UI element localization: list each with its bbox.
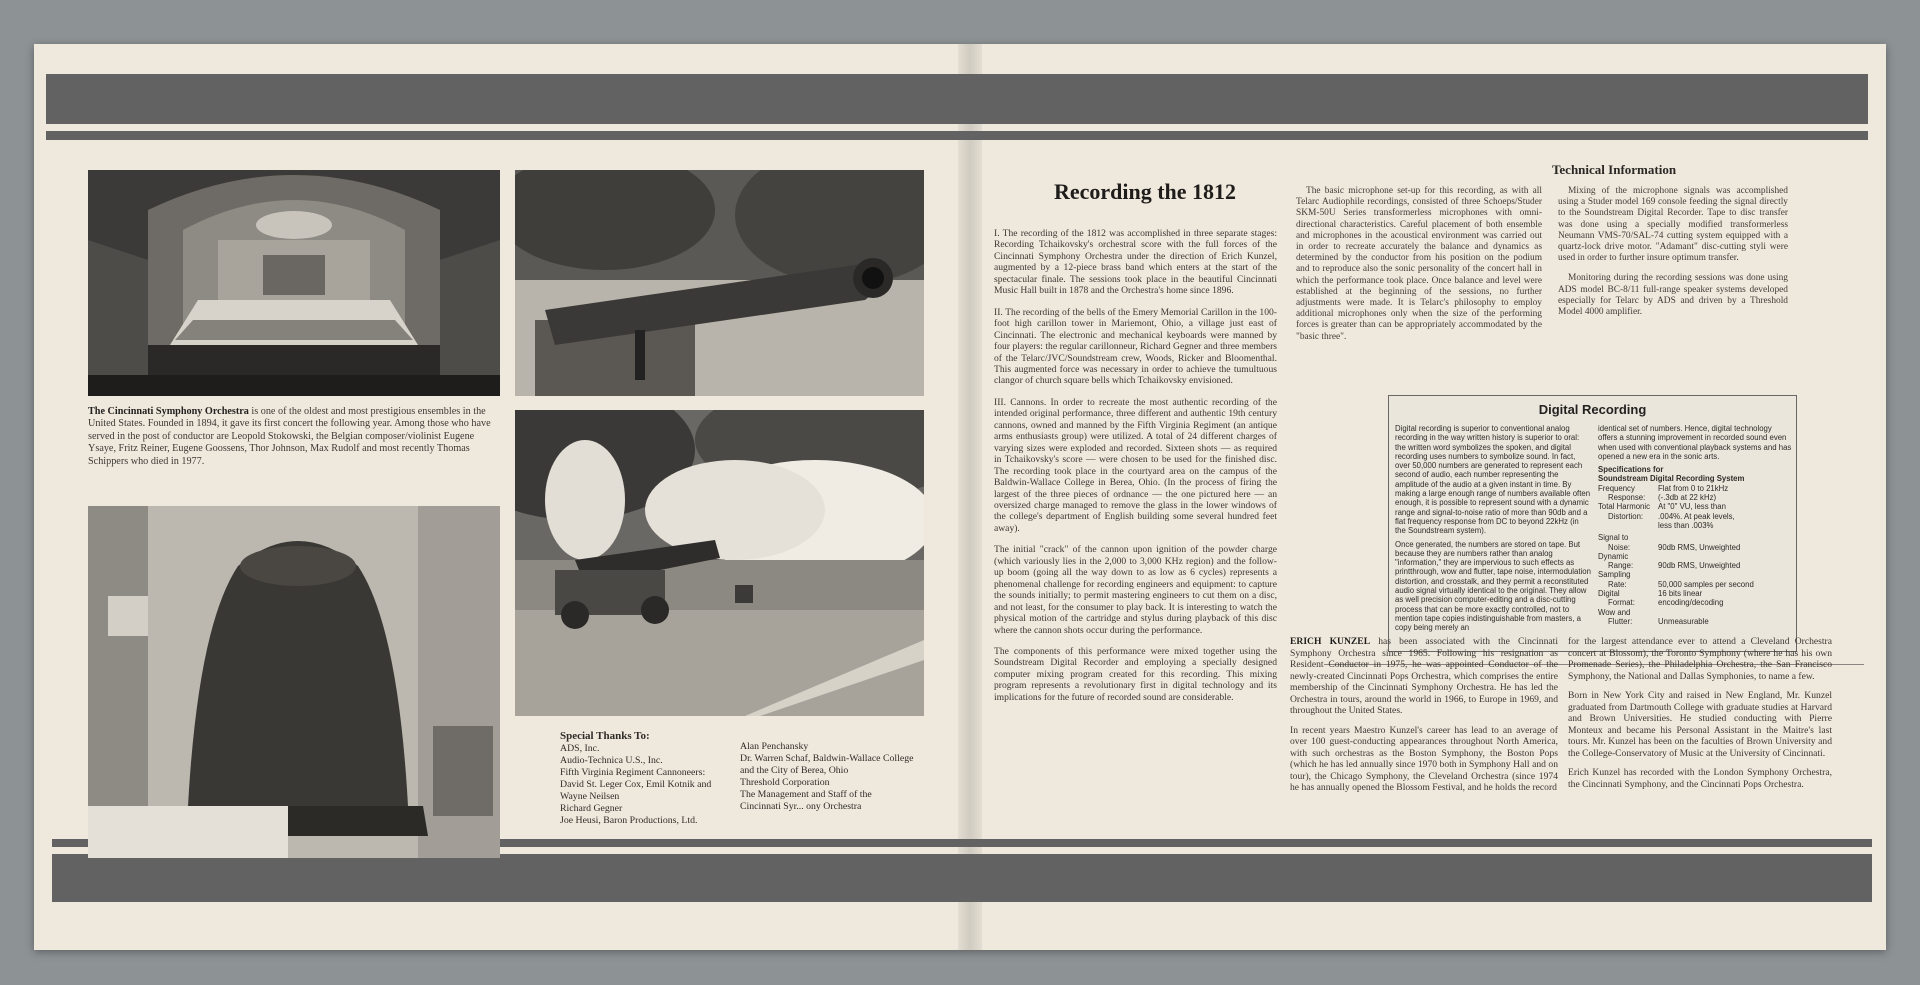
- special-thanks-col2: [740, 741, 960, 813]
- technical-left-column: [1296, 186, 1542, 352]
- technical-paragraph: Mixing of the microphone signals was accomplished using a Studer model 169 console feeding the signal directly to the Soundstream Digital Recorder. Tape to disc transfer was done using a specially modified transformerless Neumann VMS-70/SAL-74 cutting system equipped with a quartz-lock drive motor. "Adamant" disc-cutting styli were used in order to further insure optimum transfer.: [1558, 186, 1788, 264]
- spec-value: less than .003%: [1658, 520, 1714, 530]
- spec-key: Signal to: [1598, 533, 1629, 543]
- spec-row: [1598, 580, 1793, 589]
- bio-paragraph: for the largest attendance ever to attend a Cleveland Orchestra concert at Blossom), the Toronto Symphony (where he has his own Promenade Series), the Philadelphia Orchestra, the San Francisco Symphony, the National and Dallas Symphonies, to name a few.: [1568, 636, 1832, 682]
- spec-key: Dynamic: [1598, 551, 1629, 561]
- spec-key: Distortion:: [1608, 511, 1644, 521]
- digital-title: Digital Recording: [1538, 402, 1647, 417]
- spec-row: [1598, 608, 1793, 617]
- digital-paragraph: Digital recording is superior to conventional analog recording in the way written history is superior to oral: the written word symbolizes the spoken, and digital recording uses numbers to symbolize sound. In fact, over 50,000 numbers are generated to represent each second of audio, each number representing the amplitude of the audio at a given instant in time. By making a large enough range of numbers available often enough, it is possible to represent sound with a dynamic range and signal-to-noise ratio of more than 90db and a flat frequency response from DC to beyond 22kHz (in the Soundstream system).: [1395, 424, 1591, 536]
- recording-paragraph-1: I. The recording of the 1812 was accomplished in three separate stages: Recording Tchaikovsky's orchestral score with the full forces of the Cincinnati Symphony Orchestra under the direction of Erich Kunzel, augmented by a 12-piece brass band which enters at the start of the spectacular finale. The sessions took place in the beautiful Cincinnati Music Hall built in 1878 and the Orchestra's home since 1896.: [994, 228, 1277, 297]
- bio-lead: ERICH KUNZEL: [1290, 636, 1371, 647]
- digital-recording-box: [1388, 395, 1797, 652]
- album-gatefold: [34, 44, 1886, 950]
- spec-key: Sampling: [1598, 570, 1631, 580]
- bio-right-column: [1568, 636, 1832, 798]
- spec-value: 50,000 samples per second: [1658, 579, 1754, 589]
- spec-key: [1598, 521, 1658, 530]
- bio-paragraph: [1290, 636, 1558, 717]
- thanks-line: Fifth Virginia Regiment Cannoneers:: [560, 767, 706, 778]
- thanks-line: Alan Penchansky: [740, 741, 809, 752]
- thanks-line: Richard Gegner: [560, 803, 623, 814]
- digital-paragraph: Once generated, the numbers are stored on tape. But because they are numbers rather than analog "information," they are impervious to such effects as printthrough, wow and flutter, tape noise, intermodulation distortion, and crosstalk, and they permit a reconstituted audio signal virtually identical to the original. They allow as well precision computer-editing and a disc-cutting process that can be more exactly controlled, not to mention tape copies indistinguishable from masters, a copy being merely an: [1395, 539, 1591, 633]
- bio-paragraph: Born in New York City and raised in New England, Mr. Kunzel graduated from Dartmouth College with graduate studies at Harvard and Brown Universities. He studied conducting with Pierre Monteux and became his Personal Assistant in the Maitre's last tours. Mr. Kunzel has been on the faculties of Brown University and the College-Conservatory of Music at the University of Cincinnati.: [1568, 690, 1832, 759]
- cannon-closeup-photo: [515, 170, 924, 396]
- bio-paragraph: Erich Kunzel has recorded with the London Symphony Orchestra, the Cincinnati Symphony, and the Cincinnati Pops Orchestra.: [1568, 767, 1832, 790]
- spec-row: [1598, 484, 1793, 493]
- spec-row: [1598, 543, 1793, 552]
- digital-paragraph: identical set of numbers. Hence, digital technology offers a stunning improvement in recorded sound even when used with conventional playback systems and has opened a new era in the sonic arts.: [1598, 424, 1792, 461]
- spec-value: Flat from 0 to 21kHz: [1658, 483, 1729, 493]
- bottom-band-thick: [52, 854, 1872, 902]
- cannon-firing-photo: [515, 410, 924, 716]
- spec-key: Response:: [1608, 493, 1646, 503]
- top-band-thin: [46, 131, 1868, 140]
- thanks-line: Wayne Neilsen: [560, 791, 620, 802]
- spec-value: encoding/decoding: [1658, 598, 1724, 608]
- spec-row: [1598, 570, 1793, 579]
- spec-row: [1598, 589, 1793, 598]
- caption-text: is one of the oldest and most prestigious ensembles in the United States. Founded in 1894, it gave its first concert the following year. Among those who have served in the post of conductor are Leopold Stokowski, the Belgian composer/violinist Eugene Ysaye, Fritz Reiner, Eugene Goossens, Thor Johnson, Max Rudolf and most recently Thomas Schippers who died in 1977.: [88, 406, 491, 467]
- thanks-line: Audio-Technica U.S., Inc.: [560, 755, 663, 766]
- technical-paragraph: Monitoring during the recording sessions was done using ADS model BC-8/11 full-range speaker systems developed especially for Telarc by ADS and driven by a Threshold Model 4000 amplifier.: [1558, 273, 1788, 318]
- bio-paragraph: In recent years Maestro Kunzel's career has lead to an average of over 100 guest-conducting appearances throughout North America, with such orchestras as the Boston Symphony, the Boston Pops (which he has led annually since 1970 both in Symphony Hall and on tour), the Chicago Symphony, the Cleveland Orchestra (since 1974 he has annually opened the Blossom Festival, and he holds the record: [1290, 724, 1558, 793]
- spec-key: Total Harmonic: [1598, 502, 1650, 512]
- spec-key: Digital: [1598, 589, 1620, 599]
- spec-value: Unmeasurable: [1658, 616, 1709, 626]
- technical-paragraph: The basic microphone set-up for this recording, as with all Telarc Audiophile recordings, consisted of three Schoeps/Studer SKM-50U Series transformerless microphones with omni-directional characteristics. Careful placement of both ensemble and microphones in the acoustical environment was carried out in order to recreate accurately the balance and dynamics as determined by the conductor from his position on the podium and to reproduce also the sonic personality of the concert hall in which the performance took place. Once balance and level were established at the beginning of the sessions, no further adjustments were made. It is Telarc's philosophy to employ additional microphones only when the size of the performing forces is greater than can be appropriately accommodated by the "basic three".: [1296, 186, 1542, 342]
- gatefold-crease: [958, 44, 982, 950]
- spec-key: Range:: [1608, 561, 1634, 571]
- orchestra-caption: [88, 406, 500, 468]
- spec-row: [1598, 533, 1793, 542]
- concert-hall-photo: [88, 170, 500, 396]
- recording-column: [994, 228, 1277, 713]
- recording-paragraph-2: II. The recording of the bells of the Emery Memorial Carillon in the 100-foot high carillon tower in Mariemont, Ohio, a village just east of Cincinnati. The electronic and mechanical keyboards were manned by four players: the regular carillonneur, Richard Gegner and three members of the Telarc/JVC/Soundstream crew, Woods, Ricker and Bloomenthal. This augmented force was necessary in order to achieve the tumultuous clangor of church square bells which Tchaikovsky envisioned.: [994, 306, 1277, 387]
- thanks-line: Cincinnati Syr... ony Orchestra: [740, 801, 862, 812]
- thanks-line: The Management and Staff of the: [740, 789, 872, 800]
- technical-title: Technical Information: [1551, 162, 1677, 177]
- recording-paragraph-3: III. Cannons. In order to recreate the most authentic recording of the intended original performance, three different and authentic 19th century cannons, owned and manned by the Fifth Virginia Regiment (an antique arms enthusiasts group) were utilized. A total of 24 different charges of varying sizes were exploded and recorded. Sixteen shots — as required in Tchaikovsky's score — were chosen to be used for the finished disc. The recording took place in the courtyard area on the campus of the Baldwin-Wallace College in Berea, Ohio. (In the process of firing the largest of the three pieces of ordnance — the one pictured here — an oversized charge managed to remove the glass in the lower windows of the college's department of English building some several hundred feet away).: [994, 396, 1277, 534]
- spec-value: At "0" VU, less than: [1658, 502, 1726, 512]
- recording-title: Recording the 1812: [1053, 179, 1237, 204]
- spec-value: (-.3db at 22 kHz): [1658, 493, 1717, 503]
- spec-title: Specifications for: [1598, 465, 1664, 475]
- thanks-line: David St. Leger Cox, Emil Kotnik and: [560, 779, 712, 790]
- spec-value: 90db RMS, Unweighted: [1658, 561, 1741, 571]
- thanks-line: Joe Heusi, Baron Productions, Ltd.: [560, 815, 698, 826]
- bio-text: has been associated with the Cincinnati Symphony Orchestra since 1965. Following his resignation as Resident Conductor in 1975, he was appointed Conductor of the newly-created Cincinnati Pops Orchestra, which comprises the entire membership of the Cincinnati Symphony Orchestra. He has led the Orchestra in tours, around the world in 1966, to Europe in 1969, and throughout the United States.: [1290, 636, 1558, 716]
- spec-key: Flutter:: [1608, 616, 1633, 626]
- spec-key: Frequency: [1598, 483, 1635, 493]
- spec-subtitle: Soundstream Digital Recording System: [1598, 474, 1745, 484]
- special-thanks-col1: [560, 730, 745, 827]
- spec-key: Format:: [1608, 598, 1635, 608]
- top-band-thick: [46, 74, 1868, 124]
- spec-key: Wow and: [1598, 607, 1631, 617]
- spec-value: 90db RMS, Unweighted: [1658, 542, 1741, 552]
- bio-left-column: [1290, 636, 1558, 802]
- spec-row: [1598, 493, 1793, 502]
- digital-left-column: [1395, 424, 1591, 637]
- spec-row: [1598, 552, 1793, 561]
- spec-key: Noise:: [1608, 542, 1631, 552]
- spec-row: [1598, 512, 1793, 521]
- carillon-bell-photo: [88, 506, 500, 858]
- thanks-line: Dr. Warren Schaf, Baldwin-Wallace College: [740, 753, 914, 764]
- special-thanks-heading: Special Thanks To:: [560, 730, 650, 742]
- spec-key: Rate:: [1608, 579, 1627, 589]
- technical-right-column: [1558, 186, 1788, 327]
- spec-row: [1598, 561, 1793, 570]
- spec-row: [1598, 598, 1793, 607]
- spec-row: [1598, 502, 1793, 511]
- thanks-line: and the City of Berea, Ohio: [740, 765, 849, 776]
- digital-right-column: [1598, 424, 1793, 626]
- spec-row: [1598, 617, 1793, 626]
- recording-paragraph-5: The components of this performance were mixed together using the Soundstream Digital Recorder and employing a specially designed computer mixing program created for this recording. This mixing program represents a revolutionary first in digital technology and its implications for the future of recorded sound are considerable.: [994, 645, 1277, 703]
- spec-value: 16 bits linear: [1658, 589, 1703, 599]
- recording-paragraph-4: The initial "crack" of the cannon upon ignition of the powder charge (which variously lies in the 2,000 to 3,000 KHz region) and the follow-up boom (going all the way down to as low as 6 cycles) represents a phenomenal challenge for recording engineers and equipment: to capture the sounds initially; to permit mastering engineers to cut them on a disc, and not least, for the consumer to play back. It is interesting to watch the physical motion of the cartridge and stylus during playback of this disc where the cannon shots occur during the performance.: [994, 544, 1277, 636]
- caption-lead: The Cincinnati Symphony Orchestra: [88, 406, 249, 417]
- spec-value: .004%. At peak levels,: [1658, 511, 1735, 521]
- thanks-line: Threshold Corporation: [740, 777, 830, 788]
- spec-row: [1598, 521, 1793, 530]
- thanks-line: ADS, Inc.: [560, 743, 600, 754]
